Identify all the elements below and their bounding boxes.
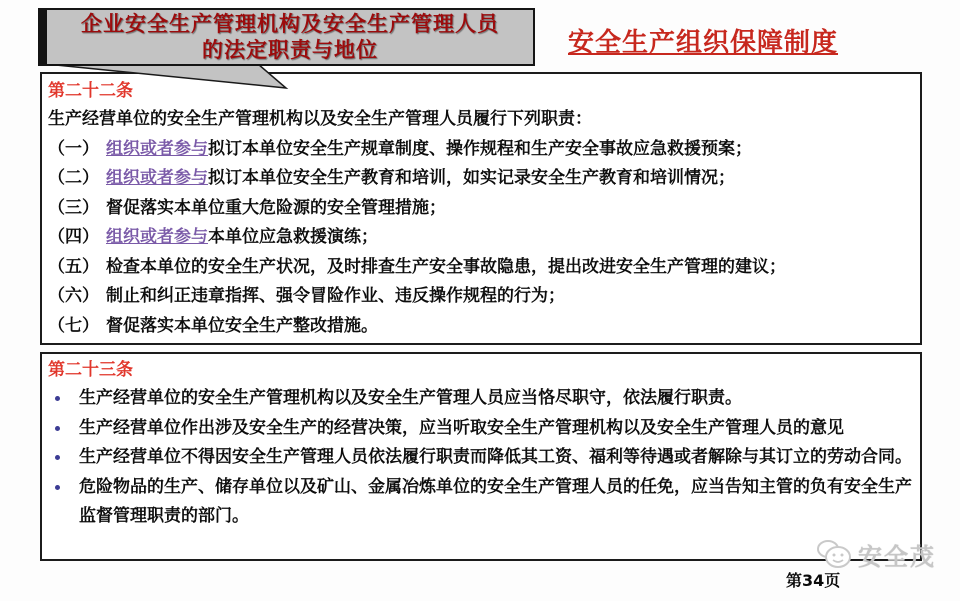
page-heading: 安全生产组织保障制度 — [568, 28, 839, 58]
slide-title-line2: 的法定职责与地位 — [202, 38, 378, 62]
item-text: 拟订本单位安全生产规章制度、操作规程和生产安全事故应急救援预案； — [208, 138, 752, 159]
watermark-logo-text: 安全茂 — [858, 543, 936, 571]
article-22-item-4 — [48, 223, 914, 253]
article-23-bullet-4 — [48, 473, 914, 532]
item-number: （一） — [48, 138, 99, 159]
bullet-text: 生产经营单位不得因安全生产管理人员依法履行职责而降低其工资、福利等待遇或者解除与其订立的劳动合同。 — [79, 447, 912, 467]
article-23-heading: 第二十三条 — [48, 360, 133, 380]
item-link[interactable]: 组织或者参与 — [106, 227, 208, 247]
item-text: 制止和纠正违章指挥、强令冒险作业、违反操作规程的行为； — [106, 286, 565, 306]
item-number: （二） — [48, 168, 99, 188]
article-22-box — [40, 72, 922, 345]
article-22-intro: 生产经营单位的安全生产管理机构以及安全生产管理人员履行下列职责： — [48, 109, 592, 129]
article-22-item-1 — [48, 135, 914, 165]
bullet-dot-icon — [55, 485, 60, 490]
article-23-bullet-1 — [48, 384, 914, 414]
bullet-text: 生产经营单位作出涉及安全生产的经营决策，应当听取安全生产管理机构以及安全生产管理人员的意见 — [79, 417, 844, 438]
callout-tail-shape — [40, 62, 300, 92]
article-22-item-7 — [48, 312, 914, 342]
item-number: （五） — [48, 256, 99, 277]
article-23-bullet-2 — [48, 414, 914, 444]
item-link[interactable]: 组织或者参与 — [106, 168, 208, 188]
item-text: 督促落实本单位安全生产整改措施。 — [106, 315, 378, 336]
speech-bubble-icon — [812, 539, 856, 571]
bullet-dot-icon — [55, 455, 60, 460]
article-23-box — [40, 352, 922, 561]
item-text: 本单位应急救援演练； — [208, 227, 378, 247]
bullet-text: 生产经营单位的安全生产管理机构以及安全生产管理人员应当恪尽职守，依法履行职责。 — [79, 388, 742, 408]
page-number: 第34页 — [786, 571, 841, 590]
item-number: （七） — [48, 315, 99, 336]
article-23-bullet-3 — [48, 443, 914, 473]
item-link[interactable]: 组织或者参与 — [106, 138, 208, 159]
item-text: 拟订本单位安全生产教育和培训，如实记录安全生产教育和培训情况； — [208, 168, 735, 188]
item-number: （六） — [48, 286, 99, 306]
bullet-text: 危险物品的生产、储存单位以及矿山、金属冶炼单位的安全生产管理人员的任免，应当告知主管的负有安全生产监督管理职责的部门。 — [79, 476, 912, 526]
watermark-logo — [812, 537, 936, 572]
article-22-item-6 — [48, 282, 914, 312]
slide-title-line1: 企业安全生产管理机构及安全生产管理人员 — [81, 12, 499, 36]
item-number: （三） — [48, 197, 99, 218]
item-text: 督促落实本单位重大危险源的安全管理措施； — [106, 197, 446, 218]
bullet-dot-icon — [55, 426, 60, 431]
article-22-item-5 — [48, 253, 914, 283]
item-number: （四） — [48, 227, 99, 247]
article-22-item-3 — [48, 194, 914, 224]
slide-title-box — [38, 8, 535, 66]
item-text: 检查本单位的安全生产状况，及时排查生产安全事故隐患，提出改进安全生产管理的建议； — [106, 256, 786, 277]
article-22-heading: 第二十二条 — [48, 81, 133, 101]
article-22-item-2 — [48, 164, 914, 194]
bullet-dot-icon — [55, 396, 60, 401]
